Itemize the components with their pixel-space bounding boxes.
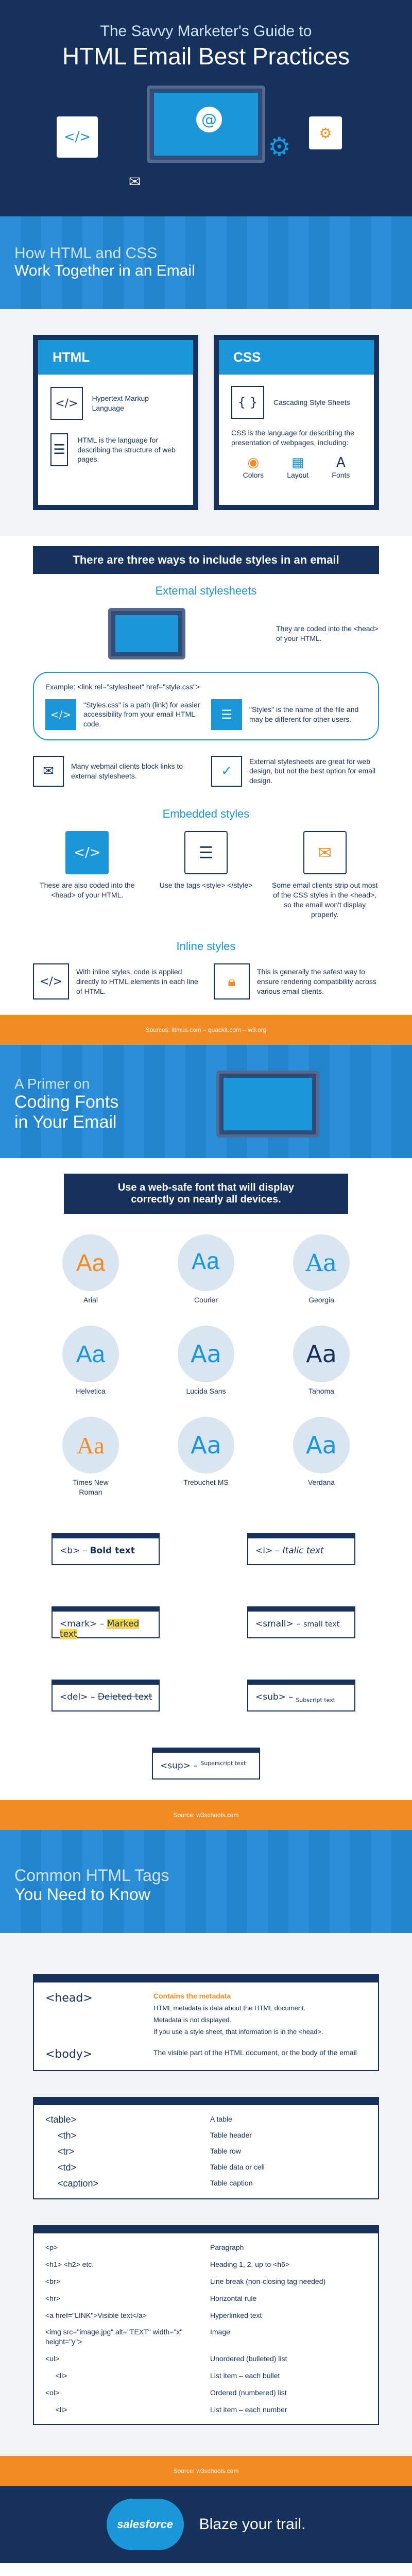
- font-item: [33, 1417, 148, 1497]
- html-card: [33, 335, 198, 510]
- font-sample: Aa: [62, 1234, 119, 1291]
- tag-row-code: <ol>: [45, 2388, 60, 2397]
- external-subsection: [0, 584, 412, 787]
- tag-row-desc: List item – each number: [210, 2405, 287, 2414]
- mail-icon: ✉: [33, 756, 64, 787]
- tag-desc: Deleted text: [97, 1692, 152, 1703]
- font-grid: [33, 1234, 379, 1497]
- common-title-line2: You Need to Know: [14, 1885, 150, 1904]
- external-example-box: [33, 672, 379, 740]
- font-item: [148, 1417, 264, 1497]
- tag-row-code: <img src="image.jpg" alt="TEXT" width="x" height="y">: [45, 2328, 183, 2346]
- head-point: Metadata is not displayed.: [153, 2016, 232, 2024]
- lock-icon: 🔒︎: [214, 963, 250, 999]
- font-sample: Aa: [293, 1326, 350, 1382]
- external-intro: They are coded into the <head> of your HTML.: [276, 624, 379, 642]
- tag-row-desc: Ordered (numbered) list: [210, 2388, 287, 2397]
- style-tags-section: [0, 1513, 412, 1800]
- at-sign-icon: @: [196, 107, 222, 132]
- head-point: If you use a style sheet, that information is in the <head>.: [153, 2028, 323, 2036]
- font-item: [148, 1326, 264, 1396]
- tag-row-code: <tr>: [58, 2146, 75, 2157]
- fonts-title-line2: Coding Fonts: [14, 1092, 119, 1112]
- font-sample: Aa: [178, 1234, 234, 1291]
- panel-tag: <body>: [45, 2048, 93, 2061]
- tag-row-code: <li>: [56, 2371, 67, 2380]
- external-point-3: Many webmail clients block links to external stylesheets.: [71, 762, 183, 780]
- email-client-icon: ✉: [303, 831, 347, 874]
- fonts-banner: Use a web-safe font that will display correctly on nearly all devices.: [64, 1174, 348, 1214]
- inline-heading: Inline styles: [176, 940, 236, 953]
- tag-code: <small>: [255, 1619, 294, 1630]
- tag-row-desc: Unordered (bulleted) list: [210, 2354, 287, 2363]
- external-point-2: "Styles" is the name of the file and may be different for other users.: [249, 705, 359, 723]
- how-section-banner: [0, 216, 412, 309]
- how-title-line1: How HTML and CSS: [14, 245, 158, 262]
- common-tags-panels: [0, 1933, 412, 2456]
- external-heading: External stylesheets: [155, 584, 257, 597]
- font-name: Tahoma: [308, 1387, 334, 1396]
- tag-row-code: <table>: [45, 2114, 77, 2125]
- font-name: Georgia: [308, 1296, 334, 1304]
- salesforce-logo: [107, 2499, 184, 2550]
- external-point-1: "Styles.css" is a path (link) for easier accessibility from your email HTML code.: [83, 700, 200, 728]
- head-title: Contains the metadata: [153, 1992, 231, 2001]
- html-description: HTML is the language for describing the structure of web pages.: [77, 435, 176, 464]
- tag-desc: Bold text: [90, 1546, 135, 1556]
- code-icon: </>: [50, 387, 83, 420]
- footer: [0, 2486, 412, 2563]
- tag-row-code: <hr>: [45, 2294, 60, 2302]
- ways-banner: There are three ways to include styles in an email: [33, 546, 379, 574]
- font-item: [148, 1234, 264, 1305]
- tag-row-code: <br>: [45, 2277, 60, 2285]
- font-item: [264, 1417, 379, 1497]
- css-trait-fonts: Fonts: [332, 470, 350, 479]
- curly-braces-icon: { }: [231, 386, 264, 419]
- font-name: Times New Roman: [73, 1478, 109, 1497]
- tag-row-code: <ul>: [45, 2354, 60, 2363]
- page-title: HTML Email Best Practices: [62, 43, 350, 70]
- tag-code: <sub>: [255, 1692, 286, 1703]
- font-sample: Aa: [62, 1326, 119, 1382]
- tag-code: <sup>: [160, 1760, 191, 1771]
- font-name: Verdana: [307, 1478, 335, 1487]
- code-icon: </>: [57, 116, 98, 158]
- text-tags-panel: [33, 2225, 379, 2425]
- css-trait-colors: Colors: [243, 470, 264, 479]
- html-css-cards: [0, 309, 412, 536]
- code-icon: </>: [33, 963, 69, 999]
- font-item: [33, 1326, 148, 1396]
- tag-desc: Subscript text: [296, 1697, 336, 1704]
- tag-row-code: <p>: [45, 2243, 58, 2252]
- panel-tag: <head>: [45, 1992, 93, 2005]
- brand-name: salesforce: [117, 2517, 174, 2531]
- fonts-title-line3: in Your Email: [14, 1112, 117, 1132]
- layout-icon: ▦: [291, 454, 304, 470]
- font-item: [33, 1234, 148, 1305]
- font-name: Arial: [83, 1296, 98, 1304]
- tag-row-code: <a href="LINK">Visible text</a>: [45, 2311, 147, 2319]
- embedded-subsection: [0, 807, 412, 920]
- document-icon: ☰: [211, 699, 242, 730]
- document-icon: ☰: [50, 433, 68, 466]
- tag-desc: small text: [303, 1620, 340, 1629]
- inline-point-2: This is generally the safest way to ensure rendering compatibility across various email clients.: [257, 968, 376, 995]
- tag-row-desc: Hyperlinked text: [210, 2311, 262, 2319]
- font-item: [264, 1234, 379, 1305]
- monitor-icon: [147, 86, 265, 163]
- font-name: Trebuchet MS: [183, 1478, 229, 1487]
- tag-row-code: <caption>: [58, 2178, 99, 2189]
- how-title-line2: Work Together in an Email: [14, 262, 195, 279]
- ways-source: Sources: litmus.com – quackit.com – w3.org: [0, 1015, 412, 1045]
- tag-row-code: <th>: [58, 2130, 77, 2141]
- tag-box: <small> – small text: [247, 1606, 355, 1638]
- fonts-title-line1: A Primer on: [14, 1076, 90, 1092]
- tag-box: <b> – Bold text: [52, 1533, 160, 1565]
- header-kicker: The Savvy Marketer's Guide to: [100, 23, 312, 40]
- table-tags-panel: [33, 2097, 379, 2199]
- envelope-icon: ✉: [129, 173, 141, 190]
- font-item: [264, 1326, 379, 1396]
- font-name: Lucida Sans: [186, 1387, 226, 1396]
- font-sample: Aa: [293, 1417, 350, 1473]
- settings-icon: ⚙: [309, 116, 342, 149]
- embedded-point-1: These are also coded into the <head> of your HTML.: [40, 880, 135, 899]
- palette-icon: ◉: [247, 454, 260, 470]
- tag-desc: Superscript text: [200, 1760, 246, 1767]
- tag-row-desc: Table header: [210, 2131, 252, 2140]
- tag-box: <sup> – $^{Superscript text}$: [152, 1748, 260, 1780]
- css-trait-layout: Layout: [287, 470, 309, 479]
- css-definition: Cascading Style Sheets: [273, 398, 350, 406]
- tag-code: <del>: [60, 1692, 88, 1703]
- fonts-source: Source: w3schools.com: [0, 1800, 412, 1830]
- tag-row-code: <h1> <h2> etc.: [45, 2260, 94, 2268]
- font-name: Courier: [194, 1296, 218, 1304]
- tag-row-desc: Image: [210, 2328, 230, 2336]
- tag-row-desc: Line break (non-closing tag needed): [210, 2277, 326, 2285]
- monitor-icon: [216, 1071, 319, 1138]
- tag-row-code: <li>: [56, 2405, 67, 2414]
- html-card-label: HTML: [38, 340, 193, 375]
- common-tags-source: Source: w3schools.com: [0, 2456, 412, 2486]
- header: [0, 0, 412, 216]
- css-card-label: CSS: [219, 340, 374, 375]
- tag-box: <mark> – Marked text: [52, 1606, 160, 1638]
- tag-row-desc: Paragraph: [210, 2243, 244, 2252]
- fonts-section-banner: [0, 1045, 412, 1158]
- tag-desc: Marked text: [60, 1619, 140, 1640]
- css-description: CSS is the language for describing the presentation of webpages, including:: [231, 429, 354, 447]
- css-card: [214, 335, 379, 510]
- code-icon: </>: [45, 699, 76, 730]
- tag-row-desc: Table data or cell: [210, 2163, 265, 2172]
- font-name: Helvetica: [76, 1387, 106, 1396]
- tag-row-desc: Heading 1, 2, up to <h6>: [210, 2260, 290, 2268]
- body-description: The visible part of the HTML document, or the body of the email: [153, 2048, 357, 2057]
- tag-code: <mark>: [60, 1619, 97, 1630]
- tag-row-desc: Table caption: [210, 2179, 253, 2188]
- ways-section: [0, 546, 412, 1015]
- tag-row-code: <td>: [58, 2162, 77, 2173]
- document-icon: ☰: [184, 831, 228, 874]
- font-sample: Aa: [178, 1326, 234, 1382]
- tag-row-desc: Horizontal rule: [210, 2294, 257, 2302]
- tag-row-desc: Table row: [210, 2147, 241, 2156]
- tag-code: <i>: [255, 1546, 273, 1556]
- font-sample: Aa: [293, 1234, 350, 1291]
- tag-row-desc: List item – each bullet: [210, 2371, 280, 2380]
- monitor-icon: [108, 608, 185, 659]
- embedded-point-3: Some email clients strip out most of the CSS styles in the <head>, so the email won't display properly.: [271, 880, 378, 919]
- head-point: HTML metadata is data about the HTML document.: [153, 2004, 306, 2012]
- tag-desc: Italic text: [282, 1546, 324, 1556]
- check-icon: ✓: [211, 756, 242, 787]
- font-sample: Aa: [178, 1417, 234, 1473]
- tag-box: <del> – Deleted text: [52, 1680, 160, 1711]
- gear-icon: ⚙: [268, 132, 291, 162]
- tag-box: <sub> – $_{Subscript text}$: [247, 1680, 355, 1711]
- head-body-panel: [33, 1974, 379, 2071]
- common-tags-banner: [0, 1830, 412, 1933]
- tag-box: <i> – Italic text: [247, 1533, 355, 1565]
- inline-point-1: With inline styles, code is applied directly to HTML elements in each line of HTML.: [76, 968, 198, 995]
- fonts-list-section: [0, 1158, 412, 1513]
- font-sample: Aa: [62, 1417, 119, 1473]
- embedded-heading: Embedded styles: [162, 807, 250, 820]
- code-icon: </>: [65, 831, 109, 874]
- font-icon: A: [336, 454, 346, 470]
- common-title-line1: Common HTML Tags: [14, 1866, 169, 1885]
- html-definition: Hypertext Markup Language: [92, 394, 149, 412]
- external-point-4: External stylesheets are great for web design, but not the best option for email design.: [249, 757, 376, 785]
- header-illustration: [0, 86, 412, 214]
- external-example: Example: <link rel="stylesheet" href="style.css">: [45, 683, 200, 691]
- footer-tagline: Blaze your trail.: [199, 2515, 306, 2533]
- embedded-point-2: Use the tags <style> </style>: [159, 880, 253, 889]
- tag-row-desc: A table: [210, 2115, 232, 2124]
- tag-code: <b>: [60, 1546, 80, 1556]
- inline-subsection: [0, 940, 412, 999]
